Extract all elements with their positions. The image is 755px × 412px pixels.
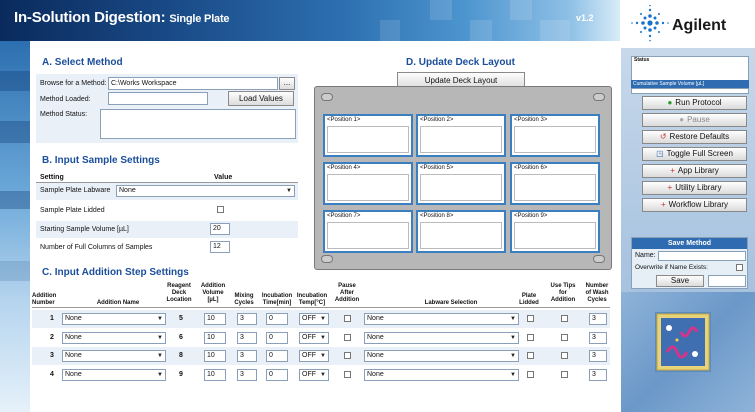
col-addition-name: Addition Name: [96, 300, 140, 306]
mixing-cycles-input[interactable]: 3: [237, 369, 257, 381]
pause-after-checkbox[interactable]: [344, 371, 351, 378]
method-status-field: [100, 109, 296, 139]
deck-position-label: <Position 5>: [420, 165, 454, 171]
app-library-label: App Library: [677, 166, 719, 175]
deck-position-label: <Position 2>: [420, 117, 454, 123]
chevron-down-icon: ▼: [510, 316, 516, 322]
deck-position-2[interactable]: [416, 114, 506, 157]
reagent-location: 5: [179, 315, 183, 322]
deck-position-9[interactable]: [510, 210, 600, 253]
position-well: [514, 126, 596, 153]
labware-selection-value: None: [367, 352, 384, 359]
use-tips-checkbox[interactable]: [561, 334, 568, 341]
chevron-down-icon: ▼: [510, 371, 516, 378]
chevron-down-icon: ▼: [157, 353, 163, 359]
microplate-illustration: [655, 312, 711, 372]
pause-after-checkbox[interactable]: [344, 315, 351, 322]
deck-position-label: <Position 6>: [514, 165, 548, 171]
deck-position-label: <Position 1>: [327, 117, 361, 123]
method-loaded-label: Method Loaded:: [40, 96, 91, 103]
addition-number: 1: [50, 315, 54, 322]
chevron-down-icon: ▼: [286, 188, 292, 194]
chevron-down-icon: ▼: [320, 334, 326, 341]
browse-button[interactable]: ...: [279, 77, 295, 90]
plus-icon: +: [670, 166, 675, 175]
incubation-temp-value: OFF: [302, 352, 316, 359]
deck-position-6[interactable]: [510, 162, 600, 205]
full-columns-label: Number of Full Columns of Samples: [40, 244, 153, 251]
position-well: [420, 126, 502, 153]
addition-number: 2: [50, 333, 54, 341]
pause-button[interactable]: [642, 113, 747, 127]
plate-labware-select[interactable]: [116, 185, 295, 197]
addition-volume-input[interactable]: 10: [204, 350, 226, 362]
col-incubation-time: Incubation Time[min]: [261, 293, 293, 306]
brand-name: Agilent: [672, 17, 727, 34]
reagent-location: 6: [179, 333, 183, 341]
use-tips-checkbox[interactable]: [561, 371, 568, 378]
fullscreen-icon: ◳: [656, 149, 664, 158]
wash-cycles-input[interactable]: 3: [589, 313, 607, 325]
value-column-header: Value: [214, 174, 233, 181]
setting-column-header: Setting: [40, 174, 64, 181]
protein-graphic: [655, 312, 711, 372]
addition-name-value: None: [65, 352, 82, 359]
addition-name-select[interactable]: [62, 350, 166, 362]
plus-icon: +: [660, 200, 666, 209]
incubation-temp-select[interactable]: [299, 369, 329, 381]
start-volume-input[interactable]: 20: [210, 223, 230, 235]
addition-volume-input[interactable]: 10: [204, 332, 226, 344]
cumulative-volume-label: Cumulative Sample Volume [µL]: [631, 80, 749, 88]
pause-after-checkbox[interactable]: [344, 334, 351, 341]
position-well: [514, 174, 596, 201]
workflow-library-label: Workflow Library: [668, 200, 729, 209]
addition-volume-input[interactable]: 10: [204, 313, 226, 325]
overwrite-checkbox[interactable]: [736, 264, 743, 271]
wash-cycles-input[interactable]: 3: [589, 369, 607, 381]
deck-position-1[interactable]: [323, 114, 413, 157]
plate-lidded-checkbox[interactable]: [217, 206, 224, 213]
deck-position-4[interactable]: [323, 162, 413, 205]
restore-defaults-button[interactable]: [642, 130, 747, 144]
plate-lidded-checkbox[interactable]: [527, 334, 534, 341]
addition-number: 4: [50, 370, 54, 378]
update-deck-layout-button[interactable]: Update Deck Layout: [397, 72, 525, 89]
load-values-button[interactable]: Load Values: [228, 91, 294, 106]
version-label: v1.2: [576, 13, 594, 23]
mixing-cycles-input[interactable]: 3: [237, 350, 257, 362]
addition-name-value: None: [65, 370, 82, 378]
app-title-main: In-Solution Digestion:: [14, 9, 166, 26]
chevron-down-icon: ▼: [510, 353, 516, 359]
deck-layout: [314, 86, 612, 270]
section-a-panel: [36, 74, 298, 143]
workflow-library-button[interactable]: [642, 198, 747, 212]
incubation-temp-value: OFF: [302, 370, 316, 378]
col-labware-selection: Labware Selection: [424, 300, 478, 306]
left-decor-bar: [0, 41, 30, 412]
save-name-input[interactable]: [658, 251, 746, 261]
app-title: [14, 9, 229, 26]
save-status-field: [708, 275, 746, 287]
col-use-tips: Use Tips for Addition: [550, 283, 576, 303]
agilent-logo: [628, 4, 752, 42]
cumulative-volume-field: [631, 88, 749, 94]
position-well: [514, 222, 596, 249]
reagent-location: 9: [179, 370, 183, 378]
position-well: [327, 126, 409, 153]
pause-icon: ●: [679, 115, 685, 124]
col-pause-after: Pause After Addition: [334, 283, 360, 303]
start-volume-label: Starting Sample Volume [µL]: [40, 226, 129, 233]
incubation-temp-value: OFF: [302, 333, 316, 341]
chevron-down-icon: ▼: [320, 316, 326, 322]
col-addition-number: Addition Number: [32, 293, 57, 306]
col-wash-cycles: Number of Wash Cycles: [585, 283, 609, 303]
section-c-heading: C. Input Addition Step Settings: [42, 267, 189, 278]
labware-selection-select[interactable]: [364, 313, 519, 325]
labware-selection-value: None: [367, 370, 384, 378]
addition-name-select[interactable]: [62, 369, 166, 381]
deck-position-label: <Position 8>: [420, 213, 454, 219]
deck-position-8[interactable]: [416, 210, 506, 253]
chevron-down-icon: ▼: [157, 371, 163, 378]
method-status-label: Method Status:: [40, 111, 88, 118]
labware-selection-select[interactable]: [364, 332, 519, 344]
plate-lidded-checkbox[interactable]: [527, 371, 534, 378]
deck-position-label: <Position 4>: [327, 165, 361, 171]
col-reagent-location: Reagent Deck Location: [166, 283, 192, 303]
addition-number: 3: [50, 352, 54, 359]
spark-icon: [630, 4, 670, 42]
wash-cycles-input[interactable]: 3: [589, 350, 607, 362]
chevron-down-icon: ▼: [320, 371, 326, 378]
section-b-heading: B. Input Sample Settings: [42, 155, 160, 166]
save-button[interactable]: Save: [656, 275, 704, 287]
save-method-panel: [631, 237, 748, 289]
toggle-full-screen-label: Toggle Full Screen: [666, 149, 733, 158]
deck-clip: [321, 93, 333, 101]
plate-lidded-label: Sample Plate Lidded: [40, 207, 105, 214]
browse-path-field[interactable]: C:\Works Workspace: [108, 77, 278, 90]
incubation-temp-value: OFF: [302, 315, 316, 322]
col-plate-lidded: Plate Lidded: [519, 293, 539, 306]
incubation-time-input[interactable]: 0: [266, 369, 288, 381]
save-method-heading: Save Method: [632, 238, 747, 249]
deck-position-7[interactable]: [323, 210, 413, 253]
plate-labware-label: Sample Plate Labware: [40, 187, 111, 194]
chevron-down-icon: ▼: [157, 334, 163, 341]
plate-labware-value: None: [119, 187, 136, 194]
deck-position-label: <Position 7>: [327, 213, 361, 219]
pause-label: Pause: [687, 115, 710, 124]
plus-icon: +: [667, 183, 673, 192]
mixing-cycles-input[interactable]: 3: [237, 313, 257, 325]
addition-volume-input[interactable]: 10: [204, 369, 226, 381]
overwrite-label: Overwrite if Name Exists:: [635, 264, 708, 271]
right-panel: [621, 48, 755, 412]
labware-selection-select[interactable]: [364, 369, 519, 381]
divider: [32, 307, 610, 308]
section-d-heading: D. Update Deck Layout: [406, 57, 515, 68]
plate-lidded-checkbox[interactable]: [527, 315, 534, 322]
section-b-panel: [36, 172, 298, 259]
incubation-time-input[interactable]: 0: [266, 350, 288, 362]
deck-position-3[interactable]: [510, 114, 600, 157]
chevron-down-icon: ▼: [320, 353, 326, 359]
pause-after-checkbox[interactable]: [344, 352, 351, 359]
run-protocol-button[interactable]: [642, 96, 747, 110]
chevron-down-icon: ▼: [157, 316, 163, 322]
position-well: [420, 174, 502, 201]
mixing-cycles-input[interactable]: 3: [237, 332, 257, 344]
utility-library-label: Utility Library: [675, 183, 722, 192]
addition-name-value: None: [65, 333, 82, 341]
position-well: [420, 222, 502, 249]
incubation-temp-select[interactable]: [299, 350, 329, 362]
labware-selection-value: None: [367, 315, 384, 322]
col-incubation-temp: Incubation Temp[°C]: [296, 293, 328, 306]
toggle-full-screen-button[interactable]: [642, 147, 747, 161]
col-addition-volume: Addition Volume [µL]: [200, 283, 226, 303]
wash-cycles-input[interactable]: 3: [589, 332, 607, 344]
deck-position-label: <Position 9>: [514, 213, 548, 219]
use-tips-checkbox[interactable]: [561, 352, 568, 359]
utility-library-button[interactable]: [642, 181, 747, 195]
deck-position-label: <Position 3>: [514, 117, 548, 123]
restore-defaults-label: Restore Defaults: [669, 132, 730, 141]
incubation-time-input[interactable]: 0: [266, 332, 288, 344]
incubation-time-input[interactable]: 0: [266, 313, 288, 325]
browse-label: Browse for a Method:: [40, 80, 107, 87]
addition-name-select[interactable]: [62, 313, 166, 325]
deck-clip: [593, 255, 605, 263]
restore-icon: ↺: [659, 132, 667, 141]
labware-selection-value: None: [367, 333, 384, 341]
app-title-sub: Single Plate: [169, 13, 230, 25]
status-label: Status: [634, 57, 650, 63]
deck-clip: [593, 93, 605, 101]
play-icon: ●: [667, 98, 673, 107]
deck-clip: [321, 255, 333, 263]
addition-name-select[interactable]: [62, 332, 166, 344]
method-loaded-field: [108, 92, 208, 105]
reagent-location: 8: [179, 352, 183, 359]
position-well: [327, 222, 409, 249]
chevron-down-icon: ▼: [510, 334, 516, 341]
incubation-temp-select[interactable]: [299, 332, 329, 344]
save-name-label: Name:: [635, 252, 656, 259]
col-mixing-cycles: Mixing Cycles: [234, 293, 254, 306]
incubation-temp-select[interactable]: [299, 313, 329, 325]
plate-lidded-checkbox[interactable]: [527, 352, 534, 359]
app-library-button[interactable]: [642, 164, 747, 178]
full-columns-input[interactable]: 12: [210, 241, 230, 253]
use-tips-checkbox[interactable]: [561, 315, 568, 322]
position-well: [327, 174, 409, 201]
addition-name-value: None: [65, 315, 82, 322]
run-protocol-label: Run Protocol: [675, 98, 722, 107]
labware-selection-select[interactable]: [364, 350, 519, 362]
section-a-heading: A. Select Method: [42, 57, 123, 68]
deck-position-5[interactable]: [416, 162, 506, 205]
